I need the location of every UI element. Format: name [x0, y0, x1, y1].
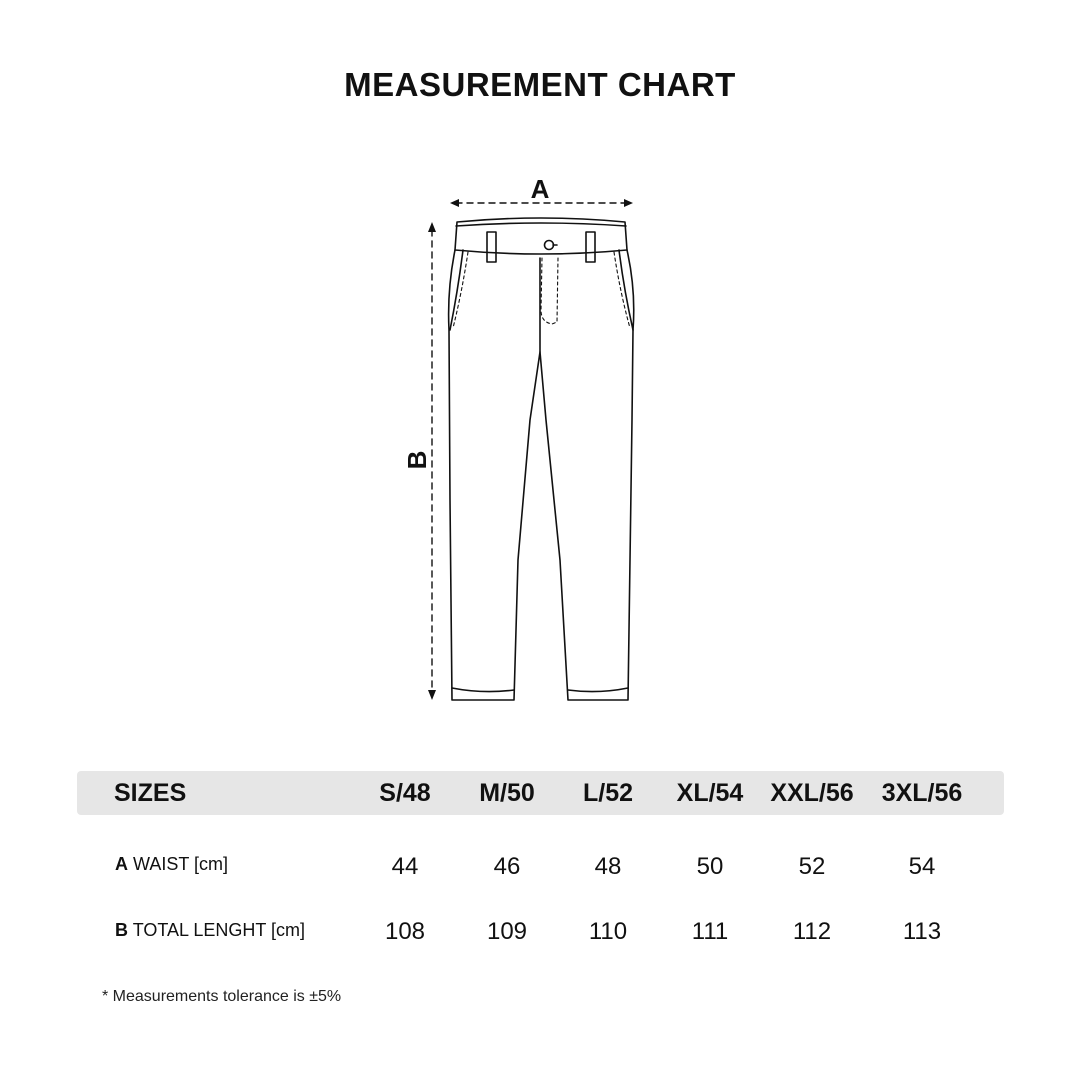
length-row-code: B — [115, 920, 128, 940]
length-value-xxl: 112 — [792, 918, 832, 945]
length-value-xl: 111 — [691, 918, 729, 945]
waist-value-3xl: 54 — [908, 853, 936, 880]
size-header-xxl: XXL/56 — [770, 779, 854, 807]
waist-row-label — [115, 854, 228, 875]
length-row-text: TOTAL LENGHT [cm] — [132, 920, 306, 940]
length-value-l: 110 — [588, 918, 628, 945]
sizes-header-label: SIZES — [114, 779, 187, 807]
length-value-3xl: 113 — [902, 918, 942, 945]
size-header-l: L/52 — [582, 779, 634, 807]
waist-value-s: 44 — [391, 853, 419, 880]
size-header-s: S/48 — [379, 779, 431, 807]
size-header-xl: XL/54 — [676, 779, 744, 807]
trousers-diagram — [390, 170, 660, 710]
waist-value-xxl: 52 — [798, 853, 826, 880]
page-title: MEASUREMENT CHART — [344, 66, 736, 103]
tolerance-footnote: * Measurements tolerance is ±5% — [102, 988, 342, 1005]
size-header-3xl: 3XL/56 — [881, 779, 963, 807]
length-row-label — [115, 920, 305, 941]
waist-value-xl: 50 — [696, 853, 724, 880]
waist-row-text: WAIST [cm] — [133, 854, 229, 874]
dimension-a-label: A — [530, 174, 550, 204]
waist-value-m: 46 — [493, 853, 521, 880]
waist-value-l: 48 — [594, 853, 622, 880]
waist-row-code: A — [115, 854, 128, 874]
length-value-s: 108 — [384, 918, 426, 945]
length-value-m: 109 — [486, 918, 528, 945]
size-header-m: M/50 — [479, 779, 535, 807]
dimension-b-label: B — [402, 450, 432, 470]
